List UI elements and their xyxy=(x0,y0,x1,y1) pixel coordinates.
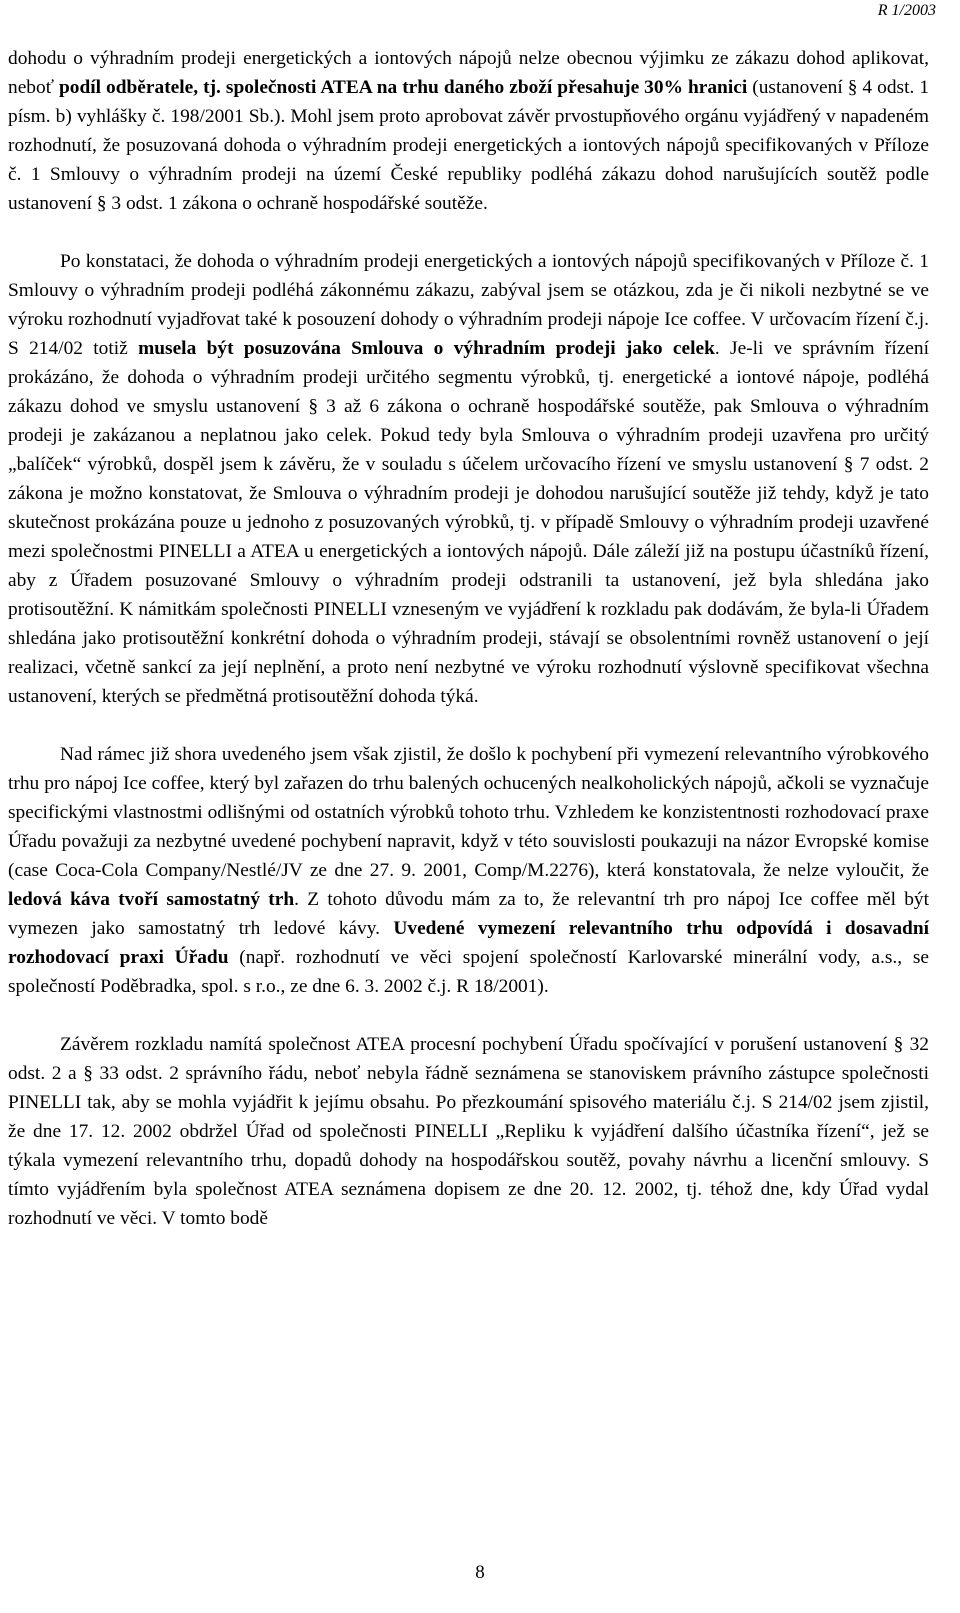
paragraph xyxy=(8,44,929,218)
text-run: (ustanovení § 4 odst. 1 písm. b) vyhlášky č. 198/2001 Sb.). Mohl jsem proto aprobovat závěr prvostupňového orgánu vyjádřený v napadeném rozhodnutí, že posuzovaná dohoda o výhradním prodeji energetických a iontových nápojů specifikovaných v Příloze č. 1 Smlouvy o výhradním prodeji na území České republiky podléhá zákazu dohod narušujících soutěž podle ustanovení § 3 odst. 1 zákona o ochraně hospodářské soutěže. xyxy=(8,77,930,214)
bold-text-run: ledová káva tvoří samostatný trh xyxy=(8,889,295,910)
document-reference: R 1/2003 xyxy=(877,2,936,19)
text-run: (např. rozhodnutí ve věci spojení společností Karlovarské minerální vody, a.s., se společností Poděbradka, spol. s r.o., ze dne 6. 3. 2002 č.j. R 18/2001). xyxy=(8,947,930,997)
text-run: . Je-li ve správním řízení prokázáno, že dohoda o výhradním prodeji určitého segmentu výrobků, tj. energetické a iontové nápoje, podléhá zákazu dohod ve smyslu ustanovení § 3 až 6 zákona o ochraně hospodářské soutěže, pak Smlouva o výhradním prodeji je zakázanou a neplatnou jako celek. Pokud tedy byla Smlouva o výhradním prodeji uzavřena pro určitý „balíček“ výrobků, dospěl jsem k závěru, že v souladu s účelem určovacího řízení ve smyslu ustanovení § 7 odst. 2 zákona je možno konstatovat, že Smlouva o výhradním prodeji je dohodou narušující soutěže již tehdy, když je tato skutečnost prokázána pouze u jednoho z posuzovaných výrobků, tj. v případě Smlouvy o výhradním prodeji uzavřené mezi společnostmi PINELLI a ATEA u energetických a iontových nápojů. Dále záleží již na postupu účastníků řízení, aby z Úřadem posuzované Smlouvy o výhradním prodeji odstranili ta ustanovení, jež byla shledána jako protisoutěžní. K námitkám společnosti PINELLI vzneseným ve vyjádření k rozkladu pak dodávám, že byla-li Úřadem shledána jako protisoutěžní konkrétní dohoda o výhradním prodeji, stávají se obsolentními rovněž ustanovení o její realizaci, včetně sankcí za její neplnění, a proto není nezbytné ve výroku rozhodnutí výslovně specifikovat všechna ustanovení, kterých se předmětná protisoutěžní dohoda týká. xyxy=(8,338,929,707)
paragraph xyxy=(8,1030,929,1233)
text-run: Po konstataci, že dohoda o výhradním prodeji energetických a iontových nápojů specifikovaných v Příloze č. 1 Smlouvy o výhradním prodeji podléhá zákonnému zákazu, zabýval jsem se otázkou, zda je či nikoli nezbytné se ve výroku rozhodnutí vyjadřovat také k posouzení dohody o výhradním prodeji nápoje Ice coffee. V určovacím řízení č.j. S 214/02 totiž xyxy=(8,251,929,359)
text-run: Závěrem rozkladu namítá společnost ATEA procesní pochybení Úřadu spočívající v porušení ustanovení § 32 odst. 2 a § 33 odst. 2 správního řádu, neboť nebyla řádně seznámena se stanoviskem právního zástupce společnosti PINELLI tak, aby se mohla vyjádřit k jejímu obsahu. Po přezkoumání spisového materiálu č.j. S 214/02 jsem zjistil, že dne 17. 12. 2002 obdržel Úřad od společnosti PINELLI „Repliku k vyjádření dalšího účastníka řízení“, jež se týkala vymezení relevantního trhu, dopadů dohody na hospodářskou soutěž, povahy návrhu a licenční smlouvy. S tímto vyjádřením byla společnost ATEA seznámena dopisem ze dne 20. 12. 2002, tj. téhož dne, kdy Úřad vydal rozhodnutí ve věci. V tomto bodě xyxy=(8,1034,929,1229)
paragraph xyxy=(8,740,929,1001)
bold-text-run: musela být posuzována Smlouva o výhradním prodeji jako celek xyxy=(138,338,715,359)
bold-text-run: Uvedené vymezení relevantního trhu odpovídá i dosavadní rozhodovací praxi Úřadu xyxy=(8,918,929,968)
document-body xyxy=(8,44,929,1233)
text-run: . Z tohoto důvodu mám za to, že relevantní trh pro nápoj Ice coffee měl být vymezen jako samostatný trh ledové kávy. xyxy=(8,889,929,939)
text-run: dohodu o výhradním prodeji energetických a iontových nápojů nelze obecnou výjimku ze zákazu dohod aplikovat, neboť xyxy=(8,48,929,98)
paragraph xyxy=(8,247,929,711)
bold-text-run: podíl odběratele, tj. společnosti ATEA na trhu daného zboží přesahuje 30% hranici xyxy=(59,77,748,98)
page-number: 8 xyxy=(475,1562,485,1583)
text-run: Nad rámec již shora uvedeného jsem však zjistil, že došlo k pochybení při vymezení relevantního výrobkového trhu pro nápoj Ice coffee, který byl zařazen do trhu balených ochucených nealkoholických nápojů, ačkoli se vyznačuje specifickými vlastnostmi odlišnými od ostatních výrobků tohoto trhu. Vzhledem ke konzistentnosti rozhodovací praxe Úřadu považuji za nezbytné uvedené pochybení napravit, když v této souvislosti poukazuji na názor Evropské komise (case Coca-Cola Company/Nestlé/JV ze dne 27. 9. 2001, Comp/M.2276), která konstatovala, že nelze vyloučit, že xyxy=(8,744,929,881)
